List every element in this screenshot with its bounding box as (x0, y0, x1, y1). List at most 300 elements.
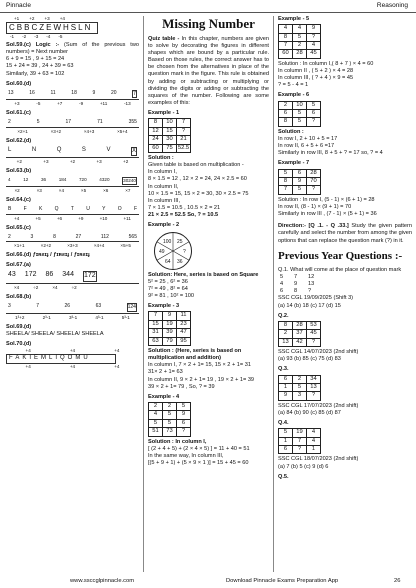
intro-text: In this chapter, numbers are given to solve by decorating the figures in different shapes which are bound by a particular rule. Based on those rules, the correct answer has to be chosen from the alternatives in place of the question mark in the figure. This rule is obtained by adding or subtracting or multiplying or dividing the digits or adding or subtracting the squares of the number. Following are some examples of this: (148, 35, 269, 107)
sol-59 (6, 42, 139, 56)
seq-item: 3 (30, 233, 34, 240)
op-label: +3 (96, 159, 102, 165)
grid-cell: 95 (177, 337, 191, 345)
question-4-label: Q.4. (278, 420, 289, 427)
solution-line: In row II, 6 + 5 + 6 =17 (278, 143, 335, 150)
op-label: ×4+4 (93, 243, 105, 249)
seq-item: 112 (100, 233, 109, 240)
seq-answer: X (131, 147, 137, 157)
grid-cell: 7 (177, 119, 191, 127)
op-label: ×7 (125, 188, 131, 194)
grid-cell: 28 (307, 169, 321, 177)
example-3-grid (148, 311, 191, 346)
grid-cell: 4 (280, 281, 284, 288)
grid-cell: 5 (279, 429, 293, 437)
solution-line: Solution : (278, 128, 304, 135)
seq-item: V (106, 146, 111, 153)
grid-cell: 3 (293, 392, 307, 400)
grid-cell: 5 (293, 118, 307, 126)
op-label: 1³+2 (15, 314, 25, 320)
grid-cell: 60 (279, 50, 293, 58)
seq-item: 3 (8, 303, 11, 310)
solution-line: 5² = 25 , 6² = 36 (148, 278, 188, 285)
page-footer (0, 576, 416, 588)
seq-item: 20 (110, 89, 117, 96)
footer-url[interactable]: www.ssccglpinnacle.com (70, 578, 135, 584)
grid-cell: 7 (294, 273, 298, 280)
grid-cell: 6 (307, 109, 321, 117)
example-1-grid (148, 118, 191, 153)
question-4-grid (278, 428, 321, 454)
grid-cell: 6 (280, 288, 284, 295)
sol-62-ops (6, 159, 139, 165)
question-3-source: SSC CGL 17/07/2023 (2nd shift) (278, 402, 359, 409)
op-label: +4 (114, 363, 120, 369)
grid-cell: 8 (279, 321, 293, 329)
seq-item: B (8, 206, 12, 213)
solution-line: In row II, (8 - 1) × (9 + 1) = 70 (278, 203, 352, 210)
grid-cell: 4 (307, 429, 321, 437)
seq-item: 16 (29, 89, 35, 96)
grid-cell: 73 (163, 428, 177, 436)
op-label: ×4 (14, 285, 20, 291)
grid-cell: 6 (293, 169, 307, 177)
seq-item: F (23, 206, 27, 213)
sol-59-title: Sol.59.(c) Logic :- (6, 41, 60, 48)
grid-cell: 13 (279, 338, 293, 346)
sol-67-title: Sol.67.(a) (6, 262, 31, 269)
solution-line: Similarly in row III, 8 + 5 + ? = 17 so, ? = 4 (278, 150, 383, 157)
op-label: 3³-1 (68, 314, 78, 320)
grid-cell: ? (177, 428, 191, 436)
grid-cell: 7 (149, 312, 163, 320)
top-minus-labels (6, 34, 139, 40)
grid-cell: 6 (279, 375, 293, 383)
seq-answer: 124 (127, 304, 136, 311)
grid-cell: 63 (149, 337, 163, 345)
grid-cell: 5 (163, 419, 177, 427)
example-5-title: Example - 5 (278, 16, 310, 22)
example-2-pie-figure (154, 232, 192, 270)
sol-61-title: Sol.61.(c) (6, 110, 31, 117)
grid-cell: 8 (279, 33, 293, 41)
seq-item: 7 (36, 303, 40, 310)
grid-cell: 5 (293, 33, 307, 41)
question-5-label: Q.5. (278, 473, 289, 480)
direction-paragraph (278, 223, 412, 244)
grid-cell: ? (293, 446, 307, 454)
op-label: -2 (22, 34, 27, 40)
sol-67-ops (6, 285, 139, 291)
grid-cell: 4 (149, 411, 163, 419)
solution-line: 9² = 81 , 10² = 100 (148, 293, 195, 299)
pie-value: 64 (165, 258, 171, 265)
grid-cell: 4 (307, 437, 321, 445)
solution-line: In column I, (148, 169, 177, 176)
grid-cell: 1 (279, 383, 293, 391)
question-1-grid (278, 274, 412, 295)
seq-item: 86 (45, 271, 54, 279)
op-label: ×2+2 (40, 243, 52, 249)
grid-cell: 19 (293, 429, 307, 437)
op-label: +9 (78, 215, 84, 221)
grid-cell: 10 (293, 101, 307, 109)
grid-cell: 9 (177, 411, 191, 419)
op-label: -5 (36, 101, 41, 107)
solution-line: 31× 2 + 1= 63 (148, 369, 183, 376)
sol-70-bottom-ops (6, 364, 139, 370)
solution-line: 7 × 1.5 = 10.5 , 10.5 × 2 = 21 (148, 205, 221, 212)
example-7-grid (278, 169, 321, 195)
question-2-source: SSC CGL 14/07/2023 (2nd shift) (278, 349, 359, 356)
op-label: +2 (69, 159, 76, 165)
seq-item: 71 (97, 119, 103, 126)
page-header (0, 0, 416, 13)
solution-line: In row I, 2 + 10 + 5 = 17 (278, 135, 338, 142)
grid-cell: 13 (308, 281, 315, 288)
grid-cell: 75 (163, 144, 177, 152)
grid-cell: 28 (293, 321, 307, 329)
sol-59-line: Similarly, 39 + 63 = 102 (6, 70, 65, 77)
grid-cell: 6 (279, 446, 293, 454)
solution-line: Solution : In column I, (148, 438, 207, 445)
grid-cell: 5 (293, 383, 307, 391)
grid-cell: 23 (177, 320, 191, 328)
question-4-source: SSC CGL 18/07/2023 (2nd shift) (278, 456, 359, 463)
grid-cell: 4 (293, 25, 307, 33)
question-2-grid (278, 321, 321, 347)
pie-value: 25 (177, 238, 183, 245)
op-label: +3 (44, 16, 50, 21)
grid-cell: 6 (279, 109, 293, 117)
sol-66-title: Sol.66.(d) ƒɪʀƨɪɟ / ƒɪʀƨɪɟ / ƒɪʀƨɪɟ (6, 252, 90, 259)
seq-item: Y (102, 206, 106, 213)
grid-cell: 34 (307, 375, 321, 383)
grid-cell: 5 (307, 101, 321, 109)
op-label: +2 (29, 16, 35, 21)
grid-cell: 8 (279, 118, 293, 126)
op-label: +4 (114, 348, 120, 354)
op-label: +2 (123, 159, 129, 165)
sol-70-title: Sol.70.(d) (6, 340, 32, 347)
example-3-title: Example - 3 (148, 303, 180, 310)
seq-answer: 7 (133, 90, 136, 97)
sol-63-ops (6, 188, 139, 194)
grid-cell: 5 (293, 109, 307, 117)
op-label: ÷2 (71, 285, 77, 291)
solution-line: Solution : (Here, series is based on multiplication and addition) (148, 347, 242, 362)
solution-line: Given table is based on multiplication - (148, 162, 244, 169)
grid-cell: 70 (307, 177, 321, 185)
pie-value: ? (183, 248, 186, 255)
op-label: +4 (69, 363, 76, 369)
top-letter-strip: CBBCZEWHSLN (6, 22, 98, 34)
grid-cell: 9 (279, 392, 293, 400)
solution-line: 10 × 1.5 = 15, 15 × 2 = 30, 30 × 2.5 = 75 (148, 190, 249, 197)
solution-line: [(5 + 9 + 1) + (5 × 9 × 1 )] = 15 + 45 = 60 (148, 460, 249, 467)
op-label: -3 (34, 34, 39, 40)
grid-cell: 39 (163, 329, 177, 337)
op-label: ×3+3 (67, 243, 78, 249)
grid-cell: 21 (177, 136, 191, 144)
grid-cell: 5 (280, 273, 284, 280)
sol-65-title: Sol.65.(c) (6, 224, 31, 231)
grid-cell: 53 (307, 321, 321, 329)
example-4-title: Example - 4 (148, 393, 180, 400)
op-label: +3 (14, 101, 20, 107)
pie-value: 36 (177, 258, 183, 265)
op-label: 4³-1 (95, 314, 104, 320)
seq-item: 2 (8, 233, 11, 240)
solution-line: 21 × 2.5 = 52.5 So, ? = 10.5 (148, 212, 219, 219)
right-column (278, 16, 412, 572)
example-7-title: Example - 7 (278, 160, 310, 167)
op-label: +10 (99, 215, 108, 221)
sol-59-text: (Sum of the previous two numbers) = Next number (6, 41, 139, 56)
grid-cell: 28 (293, 50, 307, 58)
grid-cell: 37 (293, 330, 307, 338)
op-label: ×6 (103, 188, 109, 194)
sol-59-line: 6 + 9 = 15 , 9 + 15 = 24 (6, 56, 65, 63)
grid-cell: ? (307, 118, 321, 126)
example-6-grid (278, 101, 321, 127)
grid-cell: 15 (163, 127, 177, 135)
seq-item: 18 (71, 89, 77, 96)
grid-cell: ? (307, 186, 321, 194)
sol-60-title: Sol.60.(d) (6, 80, 32, 87)
seq-item: 12 (23, 177, 29, 183)
op-label: -1 (10, 34, 15, 40)
question-2-options: (a) 93 (b) 85 (c) 75 (d) 83 (278, 356, 341, 363)
solution-line: In the same way, In column III, (148, 452, 224, 459)
grid-cell: 4 (307, 41, 321, 49)
seq-item: 27 (75, 233, 82, 240)
grid-cell: 6 (177, 419, 191, 427)
sol-62-title: Sol.62.(d) (6, 137, 32, 144)
op-label: -5 (58, 34, 63, 40)
grid-cell: 7 (279, 41, 293, 49)
sol-65-sequence (6, 233, 139, 242)
seq-item: K (39, 206, 43, 213)
grid-cell: ? (177, 127, 191, 135)
grid-cell: ? (308, 288, 312, 295)
op-label: +7 (57, 101, 63, 107)
question-2-label: Q.2. (278, 312, 289, 319)
sol-63-sequence (6, 176, 139, 187)
solution-line: In column II, 9 × 2 + 1= 19 , 19 × 2 + 1= 39 (148, 376, 255, 383)
seq-item: 26 (64, 303, 71, 310)
seq-item: 36 (40, 177, 47, 183)
example-2-title: Example - 2 (148, 222, 180, 229)
direction-label: Direction:- [Q .1. - Q .33.] (278, 223, 349, 230)
op-label: +4 (25, 348, 31, 354)
sol-64-sequence (6, 205, 139, 214)
solution-line: [ (2 + 4 + 5) + (2 × 4 × 5) ] = 11 + 40 = 51 (148, 445, 250, 452)
sol-62-sequence (6, 146, 139, 159)
op-label: ×4+3 (83, 128, 95, 134)
example-1-title: Example - 1 (148, 110, 180, 117)
grid-cell: 9 (293, 177, 307, 185)
grid-cell: 5 (293, 186, 307, 194)
seq-item: L (8, 146, 12, 153)
grid-cell: 9 (294, 281, 298, 288)
seq-item: 2 (8, 119, 11, 126)
seq-item: 11 (50, 89, 56, 96)
op-label: ×2 (14, 188, 20, 194)
solution-line: Solution: Here, series is based on Square (148, 271, 259, 278)
question-1-options: (a) 14 (b) 18 (c) 17 (d) 15 (278, 302, 341, 309)
grid-cell: 9 (163, 312, 177, 320)
footer-app-text: Download Pinnacle Exams Preparation App (226, 578, 339, 584)
seq-answer: 30240 (123, 178, 136, 184)
sol-61-ops (6, 129, 139, 135)
seq-item: S (81, 146, 86, 153)
op-label: ×3 (36, 188, 42, 194)
grid-cell: 7 (293, 437, 307, 445)
chapter-title: Missing Number (162, 16, 255, 31)
grid-cell: 79 (163, 337, 177, 345)
seq-item: N (31, 146, 37, 153)
op-label: +11 (99, 101, 108, 107)
seq-item: 43 (8, 271, 16, 279)
grid-cell: ? (307, 33, 321, 41)
seq-item: Q (56, 146, 62, 153)
solution-line: ? = 5 - 4 = 1 (278, 82, 309, 89)
sol-70-top-ops (6, 348, 139, 354)
direction-text: Study the given pattern carefully and select the number from among the given options that can replace the question mark (?) in it. (278, 223, 412, 244)
solution-line: Solution : In column I,( 8 + 7 ) × 4 = 60 (278, 60, 374, 67)
sol-63-title: Sol.63.(b) (6, 168, 32, 175)
seq-item: 184 (58, 177, 67, 183)
grid-cell: 5 (149, 419, 163, 427)
grid-cell: 2 (149, 403, 163, 411)
sol-64-title: Sol.64.(c) (6, 197, 31, 204)
grid-cell: ? (307, 338, 321, 346)
seq-item: 344 (62, 271, 74, 279)
seq-item: 5 (36, 119, 40, 126)
sol-61-sequence (6, 118, 139, 127)
grid-cell: 30 (163, 136, 177, 144)
grid-cell: 11 (177, 312, 191, 320)
grid-cell: 7 (279, 186, 293, 194)
op-label: +4 (14, 215, 20, 221)
pie-value: 49 (159, 248, 165, 255)
op-label: ÷2 (33, 285, 39, 291)
seq-item: Q (54, 206, 59, 213)
grid-cell: 12 (149, 127, 163, 135)
grid-cell: 52.5 (177, 144, 190, 151)
grid-cell: 31 (149, 329, 163, 337)
seq-item: 4 (8, 177, 11, 183)
question-1-source: SSC CGL 19/09/2025 (Shift 3) (278, 295, 354, 302)
header-subject: Reasoning (376, 2, 408, 9)
op-label: ×1+1 (14, 243, 25, 249)
sol-68-sequence (6, 302, 139, 313)
seq-item: T (70, 206, 74, 213)
grid-cell: 51 (149, 428, 163, 436)
pyq-heading: Previous Year Questions :- (278, 249, 403, 262)
grid-cell: 47 (177, 329, 191, 337)
seq-item: 17 (65, 119, 72, 126)
sol-68-ops (6, 315, 139, 321)
intro-label: Quiz table - (148, 35, 180, 42)
op-label: +4 (69, 348, 76, 354)
sol-60-sequence (6, 89, 139, 100)
sol-65-ops (6, 243, 139, 249)
solution-1-title: Solution : (148, 154, 174, 161)
grid-cell: 19 (163, 320, 177, 328)
grid-cell: 8 (279, 177, 293, 185)
seq-item: 9 (92, 89, 96, 96)
op-label: ×5+4 (117, 128, 128, 134)
op-label: ×5+5 (120, 243, 131, 249)
solution-line: In column I, 7 × 2 + 1= 15, 15 × 2 + 1= 31 (148, 362, 251, 369)
grid-cell: 1 (307, 446, 321, 454)
example-4-grid (148, 402, 191, 437)
grid-cell: 4 (279, 25, 293, 33)
solution-line: 7² = 49 , 8² = 64 (148, 285, 188, 292)
grid-cell: 2 (293, 375, 307, 383)
op-label: +5 (35, 215, 41, 221)
question-4-options: (a) 7 (b) 5 (c) 9 (d) 6 (278, 463, 329, 470)
op-label: -4 (46, 34, 51, 40)
middle-column (143, 16, 274, 572)
op-label: +3 (43, 159, 49, 165)
seq-item: O (117, 206, 122, 213)
op-label: +4 (59, 16, 65, 21)
seq-item: 355 (128, 119, 137, 126)
grid-cell: 10 (163, 119, 177, 127)
solution-line: In column III, ( ? + 4 ) × 9 = 45 (278, 75, 354, 82)
op-label: ×4 (58, 188, 65, 194)
grid-cell: 45 (307, 330, 321, 338)
question-1-text: Q.1. What will come at the place of question mark (278, 266, 402, 273)
op-label: -9 (79, 101, 84, 107)
seq-answer: 172 (83, 271, 97, 282)
grid-cell: 12 (308, 273, 315, 280)
grid-cell: 1 (279, 437, 293, 445)
grid-cell: 5 (163, 411, 177, 419)
seq-item: 13 (8, 89, 14, 96)
header-brand: Pinnacle (6, 2, 31, 9)
op-label: ×4 (52, 285, 58, 291)
grid-cell: 45 (307, 50, 321, 58)
op-label: 2³-1 (42, 314, 51, 320)
question-3-grid (278, 375, 321, 401)
op-label: +6 (56, 215, 63, 221)
sol-69-text: SHEELA/ SHEELA/ SHEELA/ SHEELA (6, 330, 104, 337)
op-label: +1 (14, 16, 20, 21)
page-number: 26 (394, 578, 401, 584)
left-column (6, 16, 139, 572)
grid-cell: 2 (293, 41, 307, 49)
question-3-label: Q.3. (278, 366, 289, 373)
example-6-title: Example - 6 (278, 92, 310, 99)
seq-item: 63 (95, 303, 102, 310)
grid-cell: 5 (279, 169, 293, 177)
grid-cell: ? (307, 392, 321, 400)
seq-item: 4320 (99, 177, 110, 183)
grid-cell: 8 (149, 119, 163, 127)
grid-cell: 15 (149, 320, 163, 328)
seq-item: 172 (24, 271, 37, 279)
grid-cell: 2 (279, 330, 293, 338)
seq-item: F (133, 206, 137, 213)
grid-cell: 13 (307, 383, 321, 391)
sol-64-ops (6, 216, 139, 222)
op-label: ×2+1 (17, 128, 28, 134)
intro-paragraph (148, 36, 269, 108)
